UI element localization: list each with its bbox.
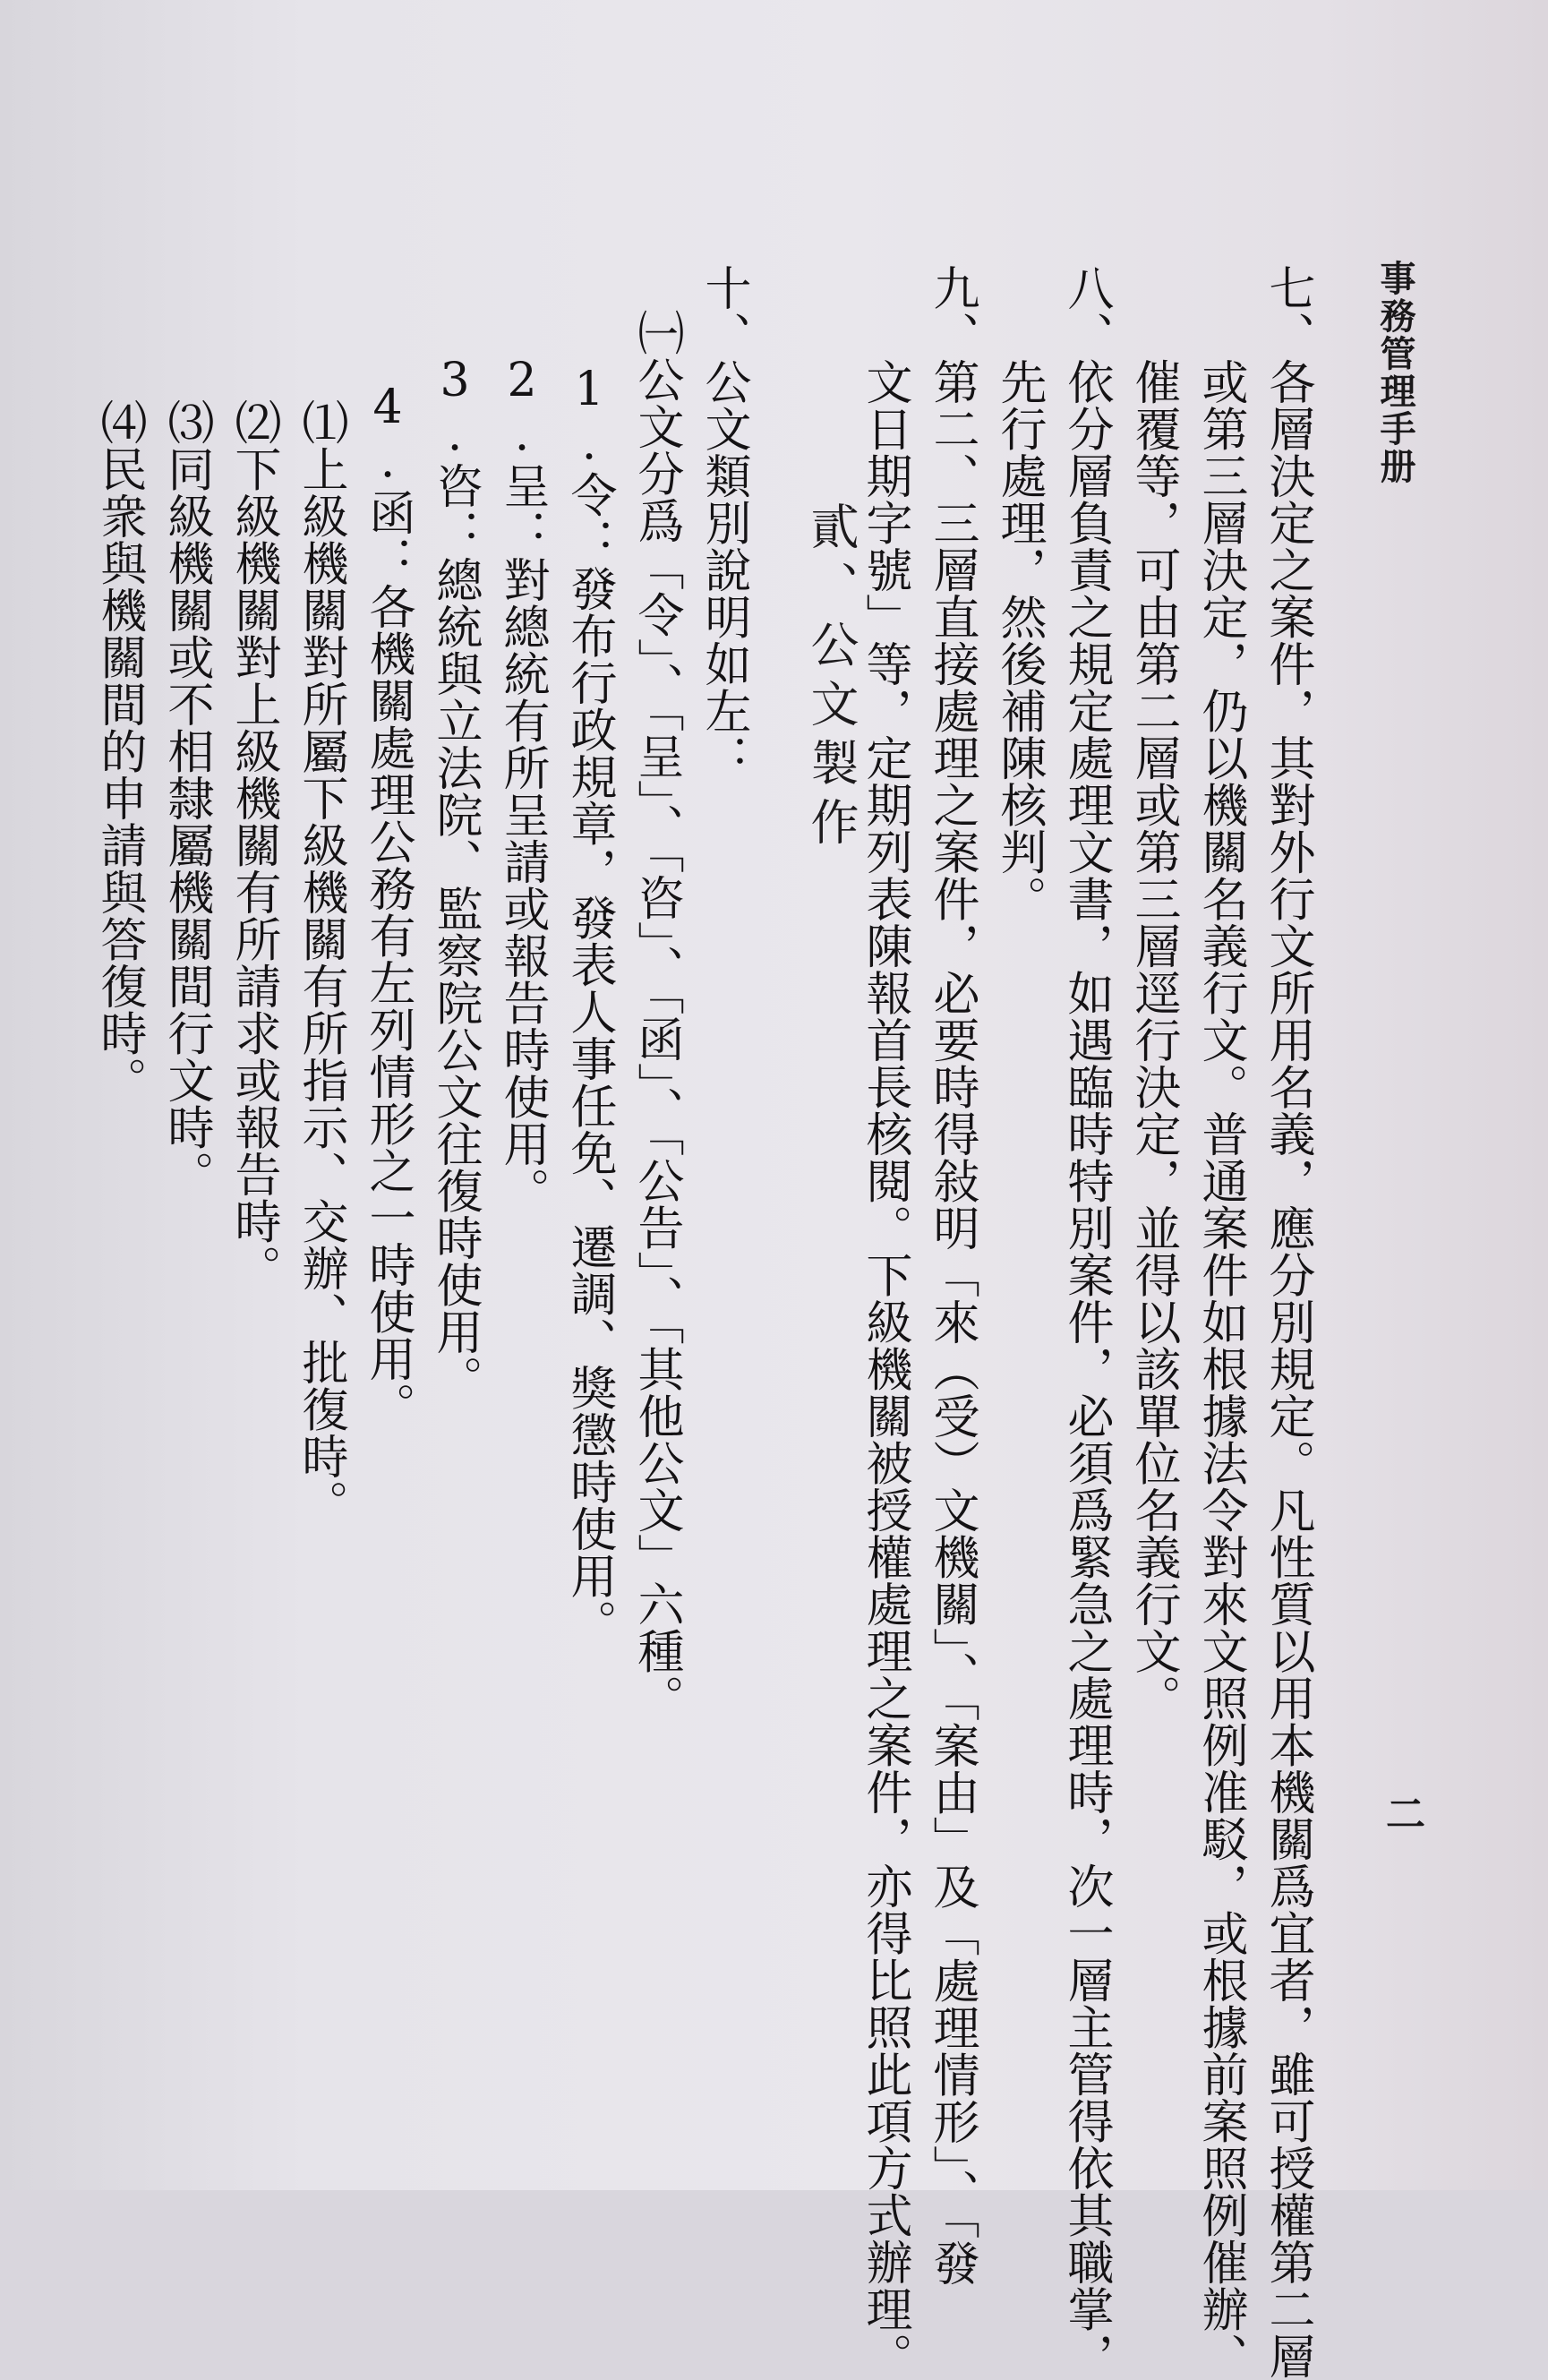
running-head: 事務管理手册 — [1374, 260, 1415, 485]
paragraph-9-line-2: 文日期字號」等，定期列表陳報首長核閱。下級機關被授權處理之案件，亦得比照此項方式辦理。 — [858, 358, 911, 2380]
item-petition: 2.呈：對總統有所呈請或報告時使用。 — [495, 354, 549, 1214]
item-consultation: 3.咨：總統與立法院、監察院公文往復時使用。 — [428, 354, 482, 1402]
section-title: 貳、公文製作 — [803, 501, 860, 856]
letter-case-1: ⑴上級機關對所屬下級機關有所指示、交辦、批復時。 — [294, 398, 347, 1527]
letter-case-3: ⑶同級機關或不相隸屬機關間行文時。 — [159, 398, 213, 1198]
item-letter: 4.函：各機關處理公務有左列情形之一時使用。 — [361, 381, 415, 1429]
paragraph-9-line-1: 九、第二、三層直接處理之案件，必要時得敍明「來（受）文機關」、「案由」及「處理情形」、「發 — [925, 264, 979, 2287]
item-order: 1.令：發布行政規章，發表人事任免、遷調、獎懲時使用。 — [562, 363, 616, 1647]
paragraph-7-line-2: 或第三層決定，仍以機關名義行文。普通案件如根據法令對來文照例准駁，或根據前案照例催辦、 — [1193, 358, 1247, 2380]
paragraph-8-line-2: 先行處理，然後補陳核判。 — [992, 358, 1046, 922]
letter-case-4: ⑷民衆與機關間的申請與答復時。 — [92, 398, 146, 1104]
paragraph-10-heading: 十、公文類別說明如左： — [697, 264, 750, 782]
paragraph-7-line-1: 七、各層決定之案件，其對外行文所用名義，應分別規定。凡性質以用本機關爲宜者，雖可授權第二層 — [1261, 264, 1314, 2380]
paragraph-7-line-3: 催覆等，可由第二層或第三層逕行決定，並得以該單位名義行文。 — [1126, 358, 1180, 1722]
letter-case-2: ⑵下級機關對上級機關有所請求或報告時。 — [227, 398, 280, 1292]
paragraph-8-line-1: 八、依分層負責之規定處理文書，如遇臨時特別案件，必須爲緊急之處理時，次一層主管得依其職掌， — [1059, 264, 1113, 2380]
paragraph-10-subsection-1: ㈠公文分爲「令」、「呈」、「咨」、「函」、「公告」、「其他公文」六種。 — [629, 309, 683, 1722]
page-number: 二 — [1386, 1792, 1425, 1837]
